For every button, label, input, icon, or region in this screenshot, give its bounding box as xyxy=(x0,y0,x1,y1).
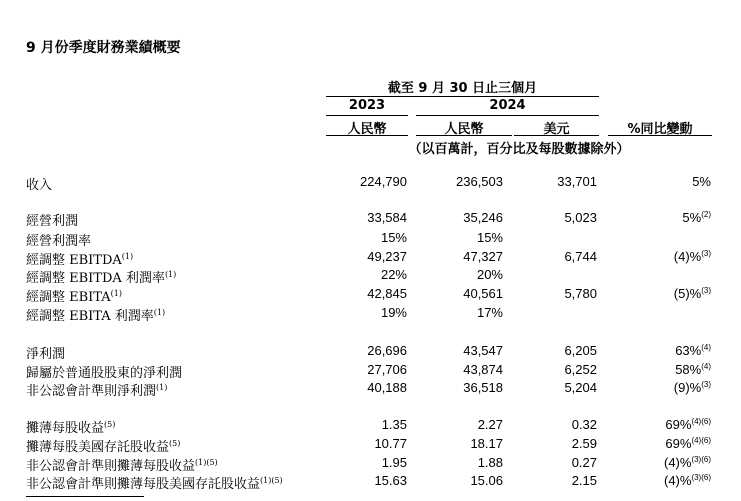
value-usd-2024 xyxy=(572,417,597,432)
row-label-text: 經調整 EBITDA 利潤率 xyxy=(26,271,165,286)
value-yoy-change xyxy=(665,417,711,432)
value-rmb-2023 xyxy=(374,436,407,451)
value-rmb-2023 xyxy=(382,417,407,432)
row-label xyxy=(26,305,165,324)
value-usd-2024-text: 5,780 xyxy=(564,286,597,301)
row-label xyxy=(26,455,218,474)
row-label xyxy=(26,286,122,305)
value-rmb-2024-text: 40,561 xyxy=(463,286,503,301)
row-label-text: 非公認會計準則攤薄每股美國存託股收益 xyxy=(26,477,261,492)
value-yoy-change-text: (5)% xyxy=(673,286,702,301)
col-rmb-2024-underline xyxy=(416,135,512,136)
value-rmb-2023 xyxy=(360,174,407,189)
value-rmb-2023 xyxy=(367,362,407,377)
footnote-ref: (3) xyxy=(701,286,711,295)
footnote-ref: (1)(5) xyxy=(195,458,218,467)
value-rmb-2024-text: 47,327 xyxy=(463,249,503,264)
footnote-ref: (2) xyxy=(701,210,711,219)
value-rmb-2023-text: 26,696 xyxy=(367,343,407,358)
value-rmb-2024-text: 36,518 xyxy=(463,380,503,395)
value-yoy-change xyxy=(674,249,711,264)
footnote-ref: (1) xyxy=(164,270,177,279)
value-usd-2024-text: 6,744 xyxy=(564,249,597,264)
footnote-ref: (4)(6) xyxy=(691,417,711,426)
value-rmb-2023-text: 1.35 xyxy=(381,417,407,432)
col-rmb-2024-header: 人民幣 xyxy=(444,122,484,137)
row-label xyxy=(26,267,176,286)
value-usd-2024-text: 5,204 xyxy=(564,380,597,395)
period-header: 截至 9 月 30 日止三個月 xyxy=(387,81,538,96)
value-usd-2024 xyxy=(572,455,597,470)
value-yoy-change-text: (9)% xyxy=(673,380,702,395)
value-rmb-2023 xyxy=(382,455,407,470)
value-rmb-2024 xyxy=(477,230,503,245)
row-label-text: 經調整 EBITA 利潤率 xyxy=(26,309,154,324)
footnote-ref: (3) xyxy=(701,249,711,258)
row-label-text: 攤薄每股美國存託股收益 xyxy=(26,440,170,455)
value-rmb-2024-text: 15.06 xyxy=(470,473,503,488)
value-yoy-change xyxy=(675,343,711,358)
col-yoy-header: %同比變動 xyxy=(627,122,693,137)
value-rmb-2023-text: 19% xyxy=(380,305,407,320)
footnote-ref: (3)(6) xyxy=(691,473,711,482)
value-usd-2024 xyxy=(564,249,597,264)
value-usd-2024 xyxy=(564,343,597,358)
col-yoy-underline xyxy=(608,135,712,136)
row-label xyxy=(26,210,78,229)
value-rmb-2023-text: 40,188 xyxy=(367,380,407,395)
value-yoy-change-text: (4)% xyxy=(673,249,702,264)
year-2023-header: 2023 xyxy=(348,98,386,113)
value-usd-2024-text: 6,205 xyxy=(564,343,597,358)
value-rmb-2024 xyxy=(470,473,503,488)
row-label-text: 淨利潤 xyxy=(26,347,66,362)
value-rmb-2024-text: 15% xyxy=(476,230,503,245)
row-label-text: 經調整 EBITA xyxy=(26,290,111,305)
value-rmb-2023-text: 49,237 xyxy=(367,249,407,264)
row-label-text: 經營利潤 xyxy=(26,214,79,229)
value-rmb-2024 xyxy=(477,267,503,282)
row-label xyxy=(26,417,115,436)
footnote-ref: (3) xyxy=(701,380,711,389)
row-label xyxy=(26,380,167,399)
value-usd-2024-text: 2.59 xyxy=(571,436,597,451)
value-rmb-2024 xyxy=(463,286,503,301)
value-rmb-2023-text: 1.95 xyxy=(381,455,407,470)
value-yoy-change-text: 5% xyxy=(692,174,711,189)
col-usd-underline xyxy=(514,135,599,136)
value-rmb-2023-text: 15% xyxy=(380,230,407,245)
value-usd-2024 xyxy=(572,473,597,488)
row-label xyxy=(26,249,133,268)
value-rmb-2023 xyxy=(381,305,407,320)
value-usd-2024-text: 0.27 xyxy=(571,455,597,470)
footnote-ref: (1) xyxy=(121,252,134,261)
value-rmb-2024-text: 236,503 xyxy=(456,174,503,189)
row-label xyxy=(26,343,65,362)
value-rmb-2023-text: 22% xyxy=(380,267,407,282)
row-label-text: 非公認會計準則攤薄每股收益 xyxy=(26,459,196,474)
footnote-ref: (4)(6) xyxy=(691,436,711,445)
col-rmb-2023-underline xyxy=(326,135,408,136)
value-yoy-change-text: 69% xyxy=(665,436,692,451)
footnote-ref: (1) xyxy=(153,308,166,317)
footnote-ref: (5) xyxy=(104,420,116,429)
header-divider xyxy=(326,96,599,97)
value-yoy-change xyxy=(692,174,711,189)
value-yoy-change-text: 63% xyxy=(675,343,702,358)
page-title: 9 月份季度財務業績概要 xyxy=(26,40,181,56)
value-rmb-2024-text: 17% xyxy=(476,305,503,320)
value-usd-2024 xyxy=(564,286,597,301)
footnote-ref: (3)(6) xyxy=(691,455,711,464)
footnote-ref: (4) xyxy=(701,343,711,352)
value-rmb-2024-text: 18.17 xyxy=(470,436,503,451)
value-yoy-change-text: 5% xyxy=(682,210,702,225)
row-label xyxy=(26,473,283,492)
row-label-text: 經營利潤率 xyxy=(26,234,92,249)
value-rmb-2024 xyxy=(456,174,503,189)
value-yoy-change xyxy=(674,380,711,395)
value-yoy-change xyxy=(665,436,711,451)
value-rmb-2023 xyxy=(381,230,407,245)
value-usd-2024 xyxy=(564,210,597,225)
value-yoy-change-text: 58% xyxy=(675,362,702,377)
value-rmb-2024-text: 1.88 xyxy=(477,455,503,470)
row-label-text: 非公認會計準則淨利潤 xyxy=(26,384,157,399)
value-rmb-2024-text: 20% xyxy=(476,267,503,282)
value-yoy-change xyxy=(682,210,711,225)
value-rmb-2024 xyxy=(463,343,503,358)
footnote-ref: (1) xyxy=(110,289,123,298)
value-rmb-2023 xyxy=(367,380,407,395)
row-label-text: 攤薄每股收益 xyxy=(26,421,105,436)
value-usd-2024 xyxy=(572,436,597,451)
value-rmb-2024 xyxy=(463,210,503,225)
value-yoy-change xyxy=(664,455,711,470)
row-label xyxy=(26,362,182,381)
value-rmb-2023-text: 10.77 xyxy=(374,436,407,451)
footnote-ref: (1)(5) xyxy=(260,476,283,485)
value-rmb-2023 xyxy=(381,267,407,282)
col-rmb-2023-header: 人民幣 xyxy=(347,122,387,137)
value-rmb-2024-text: 35,246 xyxy=(463,210,503,225)
footnote-divider xyxy=(26,496,144,497)
value-rmb-2024-text: 2.27 xyxy=(477,417,503,432)
value-rmb-2023-text: 224,790 xyxy=(360,174,407,189)
value-rmb-2023 xyxy=(367,286,407,301)
value-rmb-2024 xyxy=(463,249,503,264)
value-yoy-change-text: (4)% xyxy=(663,455,692,470)
value-rmb-2023 xyxy=(367,249,407,264)
value-rmb-2024 xyxy=(477,305,503,320)
value-usd-2024 xyxy=(564,380,597,395)
value-usd-2024-text: 5,023 xyxy=(564,210,597,225)
value-yoy-change-text: (4)% xyxy=(663,473,692,488)
row-label-text: 收入 xyxy=(26,178,53,193)
value-usd-2024-text: 33,701 xyxy=(557,174,597,189)
value-rmb-2023-text: 42,845 xyxy=(367,286,407,301)
value-rmb-2024-text: 43,874 xyxy=(463,362,503,377)
value-usd-2024 xyxy=(564,362,597,377)
row-label-text: 經調整 EBITDA xyxy=(26,253,122,268)
row-label-text: 歸屬於普通股股東的淨利潤 xyxy=(26,366,183,381)
value-rmb-2024 xyxy=(478,417,503,432)
value-usd-2024-text: 2.15 xyxy=(571,473,597,488)
value-rmb-2024 xyxy=(463,362,503,377)
value-rmb-2024-text: 43,547 xyxy=(463,343,503,358)
value-rmb-2023 xyxy=(367,210,407,225)
value-yoy-change xyxy=(675,362,711,377)
footnote-ref: (4) xyxy=(701,362,711,371)
value-rmb-2024 xyxy=(470,436,503,451)
year-2024-divider xyxy=(416,115,599,116)
value-rmb-2023-text: 27,706 xyxy=(367,362,407,377)
value-yoy-change xyxy=(664,473,711,488)
value-rmb-2023 xyxy=(374,473,407,488)
value-yoy-change xyxy=(674,286,711,301)
col-usd-header: 美元 xyxy=(543,122,570,137)
value-usd-2024-text: 6,252 xyxy=(564,362,597,377)
year-2023-divider xyxy=(326,115,408,116)
value-rmb-2023 xyxy=(367,343,407,358)
value-yoy-change-text: 69% xyxy=(665,417,692,432)
value-usd-2024-text: 0.32 xyxy=(571,417,597,432)
row-label xyxy=(26,436,180,455)
value-rmb-2024 xyxy=(463,380,503,395)
value-rmb-2023-text: 33,584 xyxy=(367,210,407,225)
row-label xyxy=(26,230,91,249)
units-note: （以百萬計，百分比及每股數據除外） xyxy=(408,142,630,157)
footnote-ref: (1) xyxy=(156,383,168,392)
value-usd-2024 xyxy=(557,174,597,189)
footnote-ref: (5) xyxy=(169,439,181,448)
value-rmb-2024 xyxy=(478,455,503,470)
value-rmb-2023-text: 15.63 xyxy=(374,473,407,488)
row-label xyxy=(26,174,52,193)
year-2024-header: 2024 xyxy=(489,98,526,113)
